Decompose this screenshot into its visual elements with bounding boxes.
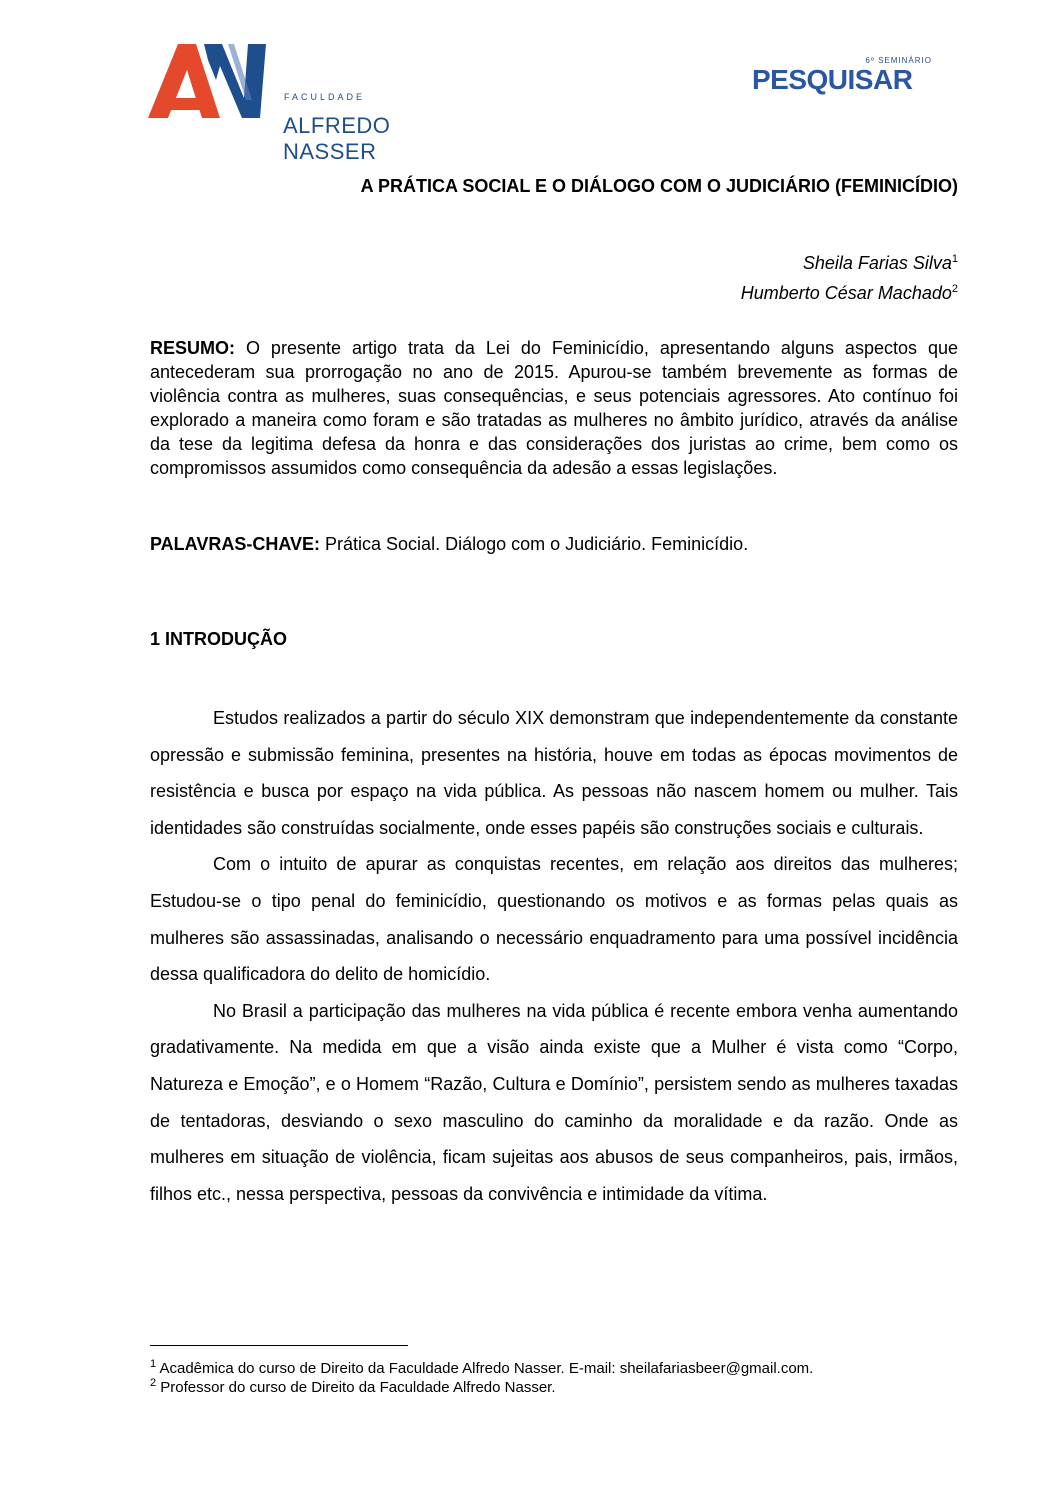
footnote-text: Acadêmica do curso de Direito da Faculdade Alfredo Nasser. E-mail: sheilafariasbeer@gmail.com. [159,1360,814,1377]
footnote [150,1356,958,1377]
pesquisar-logo [752,56,942,106]
author-note-ref: 2 [951,283,958,295]
keywords-label: PALAVRAS-CHAVE: [150,534,320,554]
logo-institution-name: ALFREDO NASSER [283,113,391,164]
paragraph: Com o intuito de apurar as conquistas recentes, em relação aos direitos das mulheres; Estudou-se o tipo penal do feminicídio, questionando os motivos e as formas pelas quais as mulheres são assassinadas, analisando o necessário enquadramento para uma possível incidência dessa qualificadora do delito de homicídio. [150,854,958,985]
footnote-number: 2 [150,1377,157,1389]
faculdade-logo [148,40,478,164]
author-name: Sheila Farias Silva [802,253,952,273]
logo-small-label: FACULDADE [284,92,366,102]
paper-title: A PRÁTICA SOCIAL E O DIÁLOGO COM O JUDICIÁRIO (FEMINICÍDIO) [360,176,958,196]
author-line [560,246,958,276]
pesquisar-sub-label: 6º SEMINÁRIO [865,56,932,65]
footnote [150,1375,958,1396]
author-name: Humberto César Machado [740,283,952,303]
author-note-ref: 1 [951,253,958,265]
author-list [560,246,958,306]
footnote-text: Professor do curso de Direito da Faculdade Alfredo Nasser. [160,1379,556,1396]
body-text [150,700,958,1212]
faculdade-logo-mark-icon [148,40,268,120]
footnote-divider [150,1345,408,1346]
footnote-number: 1 [150,1358,157,1370]
keywords-text: Prática Social. Diálogo com o Judiciário. Feminicídio. [325,534,749,554]
abstract-label: RESUMO: [150,338,235,358]
abstract [150,336,958,480]
paragraph: Estudos realizados a partir do século XIX demonstram que independentemente da constante opressão e submissão feminina, presentes na história, houve em todas as épocas movimentos de resistência e busca por espaço na vida pública. As pessoas não nascem homem ou mulher. Tais identidades são construídas socialmente, onde esses papéis são construções sociais e culturais. [150,708,958,838]
pesquisar-wordmark: PESQUISAR [752,64,913,95]
keywords [150,532,958,556]
abstract-text: O presente artigo trata da Lei do Feminicídio, apresentando alguns aspectos que antecederam sua prorrogação no ano de 2015. Apurou-se também brevemente as formas de violência contra as mulheres, suas consequências, e seus potenciais agressores. Ato contínuo foi explorado a maneira como foram e são tratadas as mulheres no âmbito jurídico, através da análise da tese da legitima defesa da honra e das considerações dos juristas ao crime, bem como os compromissos assumidos como consequência da adesão a essas legislações. [150,338,958,478]
section-heading: 1 INTRODUÇÃO [150,629,288,649]
paragraph: No Brasil a participação das mulheres na vida pública é recente embora venha aumentando gradativamente. Na medida em que a visão ainda existe que a Mulher é vista como “Corpo, Natureza e Emoção”, e o Homem “Razão, Cultura e Domínio”, persistem sendo as mulheres taxadas de tentadoras, desviando o sexo masculino do caminho da moralidade e da razão. Onde as mulheres em situação de violência, ficam sujeitas aos abusos de seus companheiros, pais, irmãos, filhos etc., nessa perspectiva, pessoas da convivência e intimidade da vítima. [150,1000,958,1204]
author-line [560,276,958,306]
